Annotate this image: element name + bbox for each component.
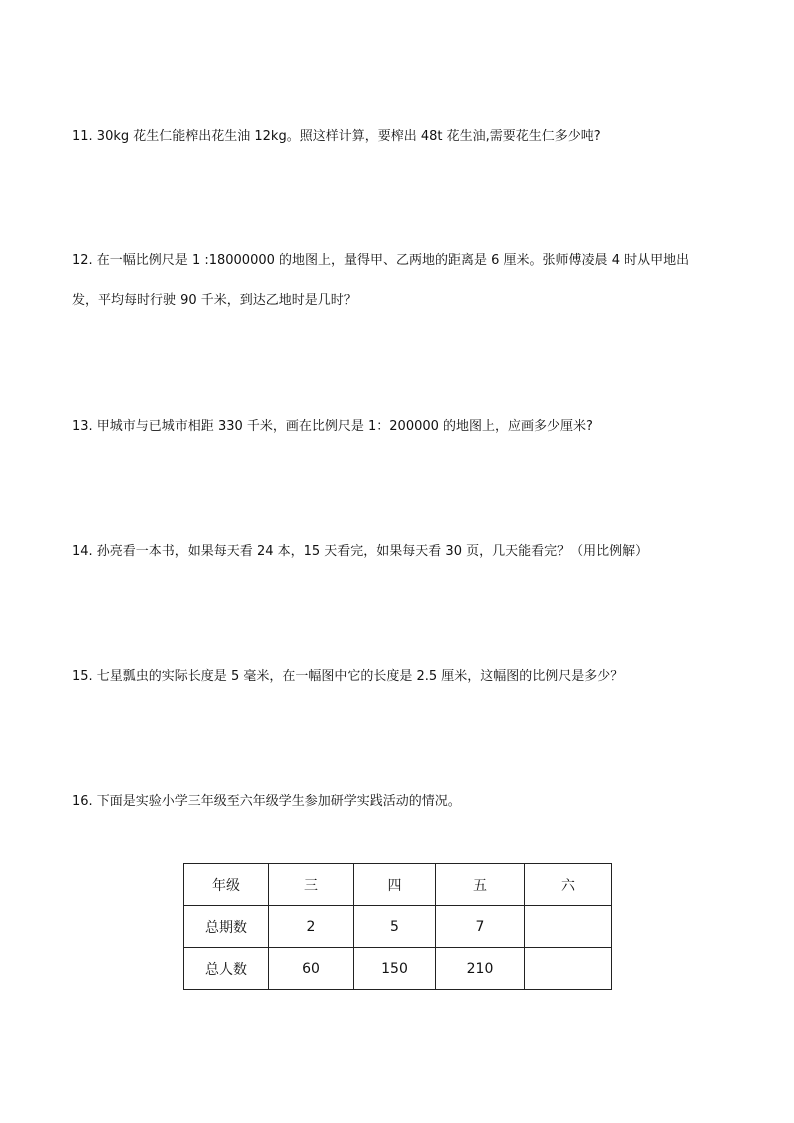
table-cell: 五	[436, 864, 525, 906]
table-cell: 150	[354, 948, 436, 990]
table-row	[184, 906, 612, 948]
table-cell: 六	[525, 864, 612, 906]
table-cell: 总期数	[184, 906, 269, 948]
table-cell: 四	[354, 864, 436, 906]
question-12-line-1: 12. 在一幅比例尺是 1 :18000000 的地图上，量得甲、乙两地的距离是 6 厘米。张师傅凌晨 4 时从甲地出	[72, 253, 690, 268]
table-header-row	[184, 864, 612, 906]
table-cell: 总人数	[184, 948, 269, 990]
table-cell: 三	[269, 864, 354, 906]
question-13: 13. 甲城市与已城市相距 330 千米，画在比例尺是 1：200000 的地图上，应画多少厘米?	[72, 419, 593, 434]
table-cell: 7	[436, 906, 525, 948]
question-12-line-2: 发，平均每时行驶 90 千米，到达乙地时是几时？	[72, 293, 357, 308]
table-cell	[525, 948, 612, 990]
question-16: 16. 下面是实验小学三年级至六年级学生参加研学实践活动的情况。	[72, 794, 461, 809]
table-cell	[525, 906, 612, 948]
table-cell: 60	[269, 948, 354, 990]
table-row	[184, 948, 612, 990]
question-11: 11. 30kg 花生仁能榨出花生油 12kg。照这样计算，要榨出 48t 花生油,需要花生仁多少吨?	[72, 129, 601, 144]
table-cell: 210	[436, 948, 525, 990]
table-cell: 5	[354, 906, 436, 948]
grade-activity-table	[183, 863, 612, 990]
table-cell: 年级	[184, 864, 269, 906]
question-14: 14. 孙亮看一本书，如果每天看 24 本，15 天看完，如果每天看 30 页，几天能看完？（用比例解）	[72, 544, 649, 559]
table-cell: 2	[269, 906, 354, 948]
question-15: 15. 七星瓢虫的实际长度是 5 毫米，在一幅图中它的长度是 2.5 厘米，这幅图的比例尺是多少？	[72, 669, 624, 684]
